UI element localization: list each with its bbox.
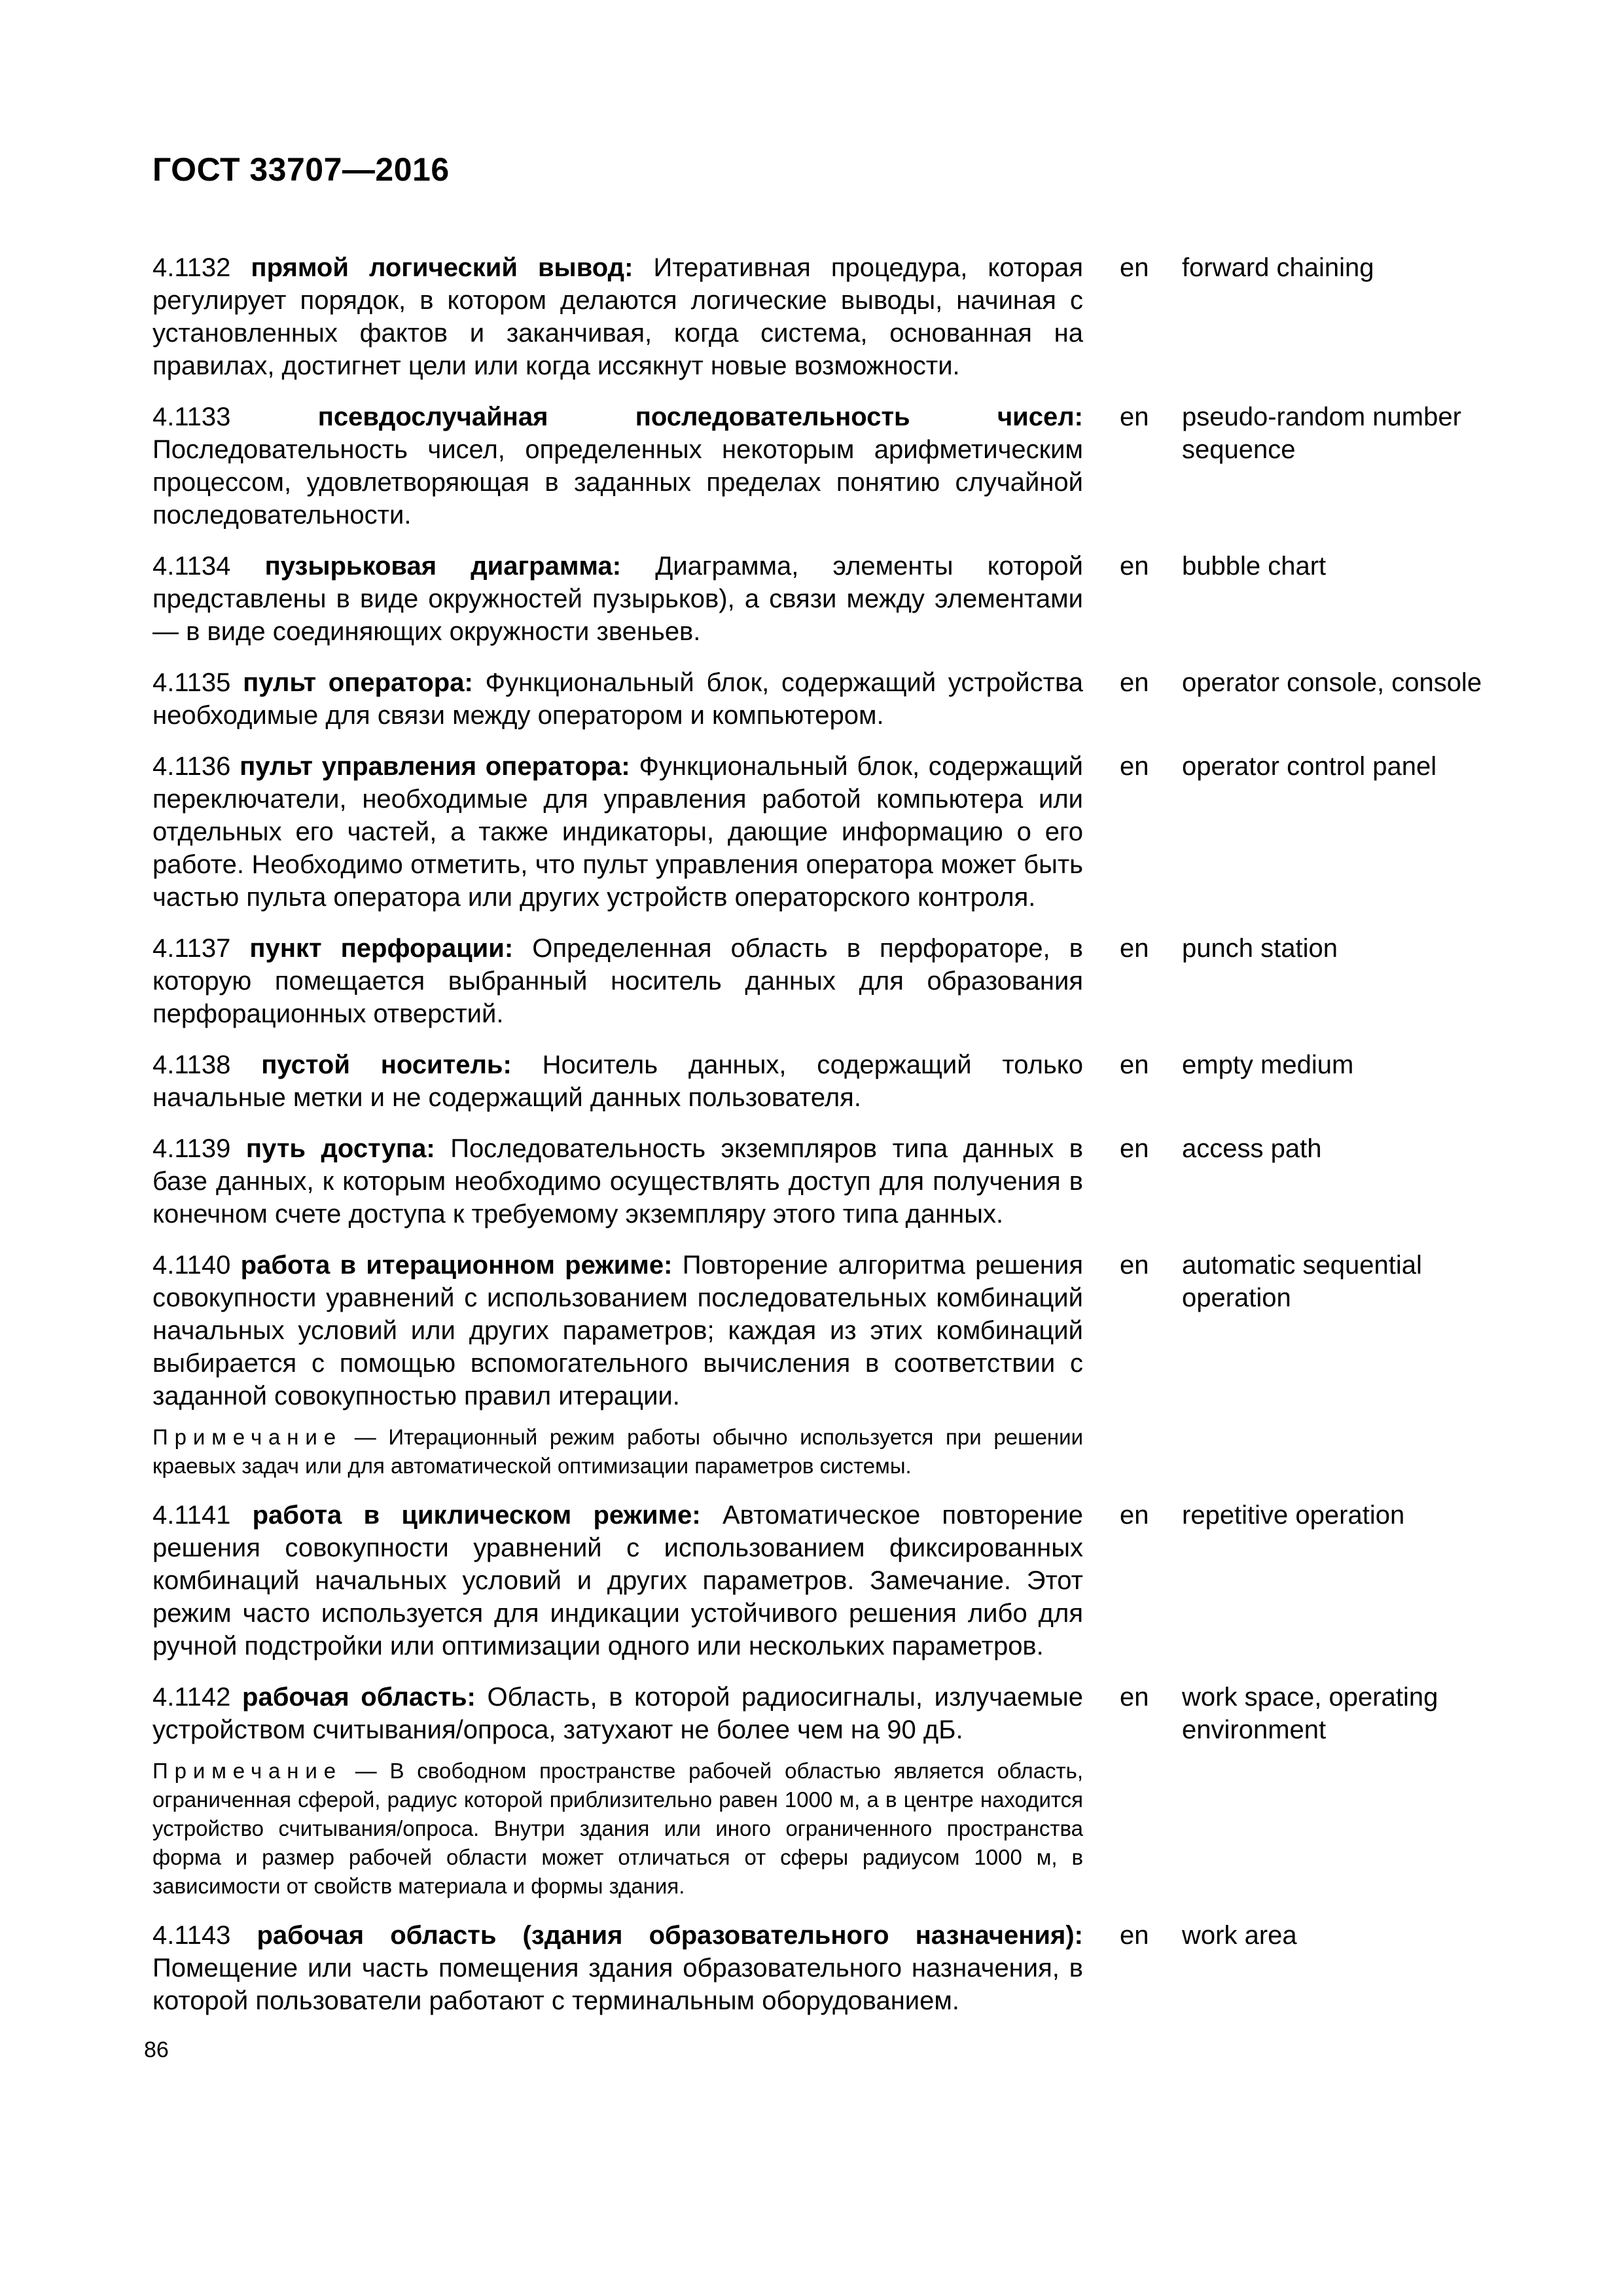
english-term: work space, operating environment bbox=[1182, 1683, 1438, 1744]
term-title: рабочая область (здания образовательного назначения): bbox=[257, 1921, 1083, 1950]
term-entry-4-1136 bbox=[152, 750, 1483, 914]
lang-code: en bbox=[1120, 934, 1149, 963]
term-number: 4.1137 bbox=[152, 934, 231, 963]
english-term: access path bbox=[1182, 1134, 1322, 1163]
lang-code: en bbox=[1120, 253, 1149, 282]
term-title: псевдослучайная последовательность чисел: bbox=[317, 403, 1083, 431]
russian-column bbox=[152, 666, 1083, 732]
term-text bbox=[152, 1919, 1083, 2017]
term-number: 4.1136 bbox=[152, 752, 231, 781]
lang-code: en bbox=[1120, 1921, 1149, 1950]
term-definition: Повторение алгоритма решения совокупности уравнений с использованием последовательных комбинаций начальных условий или других параметров; каждая из этих комбинаций выбирается с помощью вспомогательного вычисления в соответствии с заданной совокупностью правил итерации. bbox=[152, 1251, 1083, 1410]
term-text bbox=[152, 401, 1083, 531]
term-title: работа в циклическом режиме: bbox=[252, 1501, 701, 1530]
english-term: automatic sequential operation bbox=[1182, 1251, 1422, 1312]
note-label: Примечание bbox=[152, 1425, 343, 1449]
term-number: 4.1143 bbox=[152, 1921, 231, 1950]
term-definition: Помещение или часть помещения здания образовательного назначения, в которой пользователи работают с терминальным оборудованием. bbox=[152, 1954, 1083, 2015]
english-term: repetitive operation bbox=[1182, 1501, 1405, 1530]
term-entry-4-1142 bbox=[152, 1681, 1483, 1901]
term-definition: Носитель данных, содержащий только начальные метки и не содержащий данных пользователя. bbox=[152, 1050, 1083, 1112]
term-definition: Последовательность чисел, определенных некоторым арифметическим процессом, удовлетворяющая в заданных пределах понятию случайной последовательности. bbox=[152, 435, 1083, 529]
term-definition: Область, в которой радиосигналы, излучаемые устройством считывания/опроса, затухают не более чем на 90 дБ. bbox=[152, 1683, 1083, 1744]
note-dash: — bbox=[355, 1759, 377, 1783]
note-text: Итерационный режим работы обычно используется при решении краевых задач или для автоматической оптимизации параметров системы. bbox=[152, 1425, 1084, 1478]
page-content bbox=[144, 151, 1483, 2063]
term-title: пустой носитель: bbox=[261, 1050, 512, 1079]
term-title: пункт перфорации: bbox=[249, 934, 514, 963]
standard-designation: ГОСТ 33707—2016 bbox=[152, 151, 450, 188]
term-text bbox=[152, 1049, 1083, 1114]
term-definition: Автоматическое повторение решения совокупности уравнений с использованием фиксированных комбинаций начальных условий и других параметров. Замечание. Этот режим часто используется для индикации устойчивого решения либо для ручной подстройки или оптимизации одного или нескольких параметров. bbox=[152, 1501, 1083, 1660]
page-number: 86 bbox=[144, 2037, 169, 2062]
lang-code: en bbox=[1120, 1134, 1149, 1163]
lang-code: en bbox=[1120, 552, 1149, 581]
term-title: путь доступа: bbox=[245, 1134, 435, 1163]
term-text bbox=[152, 1132, 1083, 1230]
english-term: bubble chart bbox=[1182, 552, 1327, 581]
term-entry-4-1143 bbox=[152, 1919, 1483, 2017]
term-number: 4.1138 bbox=[152, 1050, 231, 1079]
english-term: work area bbox=[1182, 1921, 1297, 1950]
term-entry-4-1138 bbox=[152, 1049, 1483, 1114]
russian-column bbox=[152, 1132, 1083, 1230]
lang-code: en bbox=[1120, 668, 1149, 697]
term-text bbox=[152, 251, 1083, 382]
note-dash: — bbox=[354, 1425, 376, 1449]
term-definition: Определенная область в перфораторе, в которую помещается выбранный носитель данных для образования перфорационных отверстий. bbox=[152, 934, 1083, 1028]
term-number: 4.1133 bbox=[152, 403, 231, 431]
term-definition: Последовательность экземпляров типа данных в базе данных, к которым необходимо осуществлять доступ для получения в конечном счете доступа к требуемому экземпляру этого типа данных. bbox=[152, 1134, 1083, 1229]
term-text bbox=[152, 550, 1083, 648]
term-number: 4.1139 bbox=[152, 1134, 231, 1163]
english-term: pseudo-random number sequence bbox=[1182, 403, 1461, 464]
russian-column bbox=[152, 1049, 1083, 1114]
lang-code: en bbox=[1120, 752, 1149, 781]
term-text bbox=[152, 1249, 1083, 1412]
russian-column bbox=[152, 1681, 1083, 1901]
note bbox=[152, 1423, 1083, 1480]
term-definition: Итеративная процедура, которая регулирует порядок, в котором делаются логические выводы, начиная с установленных фактов и заканчивая, когда система, основанная на правилах, достигнет цели или когда иссякнут новые возможности. bbox=[152, 253, 1083, 380]
english-term: forward chaining bbox=[1182, 253, 1374, 282]
term-title: рабочая область: bbox=[242, 1683, 476, 1712]
term-entry-4-1135 bbox=[152, 666, 1483, 732]
note-label: Примечание bbox=[152, 1759, 343, 1783]
note-text: В свободном пространстве рабочей областью является область, ограниченная сферой, радиус которой приблизительно равен 1000 м, а в центре находится устройство считывания/опроса. Внутри здания или иного ограниченного пространства форма и размер рабочей области может отличаться от сферы радиусом 1000 м, в зависимости от свойств материала и формы здания. bbox=[152, 1759, 1084, 1898]
term-definition: Функциональный блок, содержащий устройства необходимые для связи между оператором и компьютером. bbox=[152, 668, 1083, 730]
term-entry-4-1134 bbox=[152, 550, 1483, 648]
lang-code: en bbox=[1120, 403, 1149, 431]
term-text bbox=[152, 1681, 1083, 1746]
english-term: empty medium bbox=[1182, 1050, 1354, 1079]
term-entry-4-1141 bbox=[152, 1499, 1483, 1662]
term-number: 4.1142 bbox=[152, 1683, 231, 1712]
term-number: 4.1132 bbox=[152, 253, 231, 282]
russian-column bbox=[152, 932, 1083, 1030]
term-title: прямой логический вывод: bbox=[251, 253, 633, 282]
term-number: 4.1140 bbox=[152, 1251, 231, 1280]
english-term: operator console, console bbox=[1182, 668, 1482, 697]
russian-column bbox=[152, 1919, 1083, 2017]
lang-code: en bbox=[1120, 1050, 1149, 1079]
term-entry-4-1140 bbox=[152, 1249, 1483, 1480]
term-text bbox=[152, 932, 1083, 1030]
lang-code: en bbox=[1120, 1683, 1149, 1712]
term-text bbox=[152, 666, 1083, 732]
russian-column bbox=[152, 1249, 1083, 1480]
term-text bbox=[152, 1499, 1083, 1662]
term-entry-4-1137 bbox=[152, 932, 1483, 1030]
term-definition: Диаграмма, элементы которой представлены в виде окружностей пузырьков), а связи между элементами — в виде соединяющих окружности звеньев. bbox=[152, 552, 1083, 646]
russian-column bbox=[152, 750, 1083, 914]
term-entry-4-1132 bbox=[152, 251, 1483, 382]
term-title: пузырьковая диаграмма: bbox=[264, 552, 622, 581]
term-number: 4.1135 bbox=[152, 668, 231, 697]
term-title: пульт управления оператора: bbox=[240, 752, 630, 781]
term-definition: Функциональный блок, содержащий переключатели, необходимые для управления работой компьютера или отдельных его частей, а также индикаторы, дающие информацию о его работе. Необходимо отметить, что пульт управления оператора может быть частью пульта оператора или других устройств операторского контроля. bbox=[152, 752, 1083, 912]
term-title: работа в итерационном режиме: bbox=[240, 1251, 673, 1280]
english-term: operator control panel bbox=[1182, 752, 1437, 781]
english-term: punch station bbox=[1182, 934, 1338, 963]
term-number: 4.1141 bbox=[152, 1501, 231, 1530]
russian-column bbox=[152, 550, 1083, 648]
lang-code: en bbox=[1120, 1501, 1149, 1530]
russian-column bbox=[152, 1499, 1083, 1662]
terms-list bbox=[152, 251, 1483, 2017]
term-text bbox=[152, 750, 1083, 914]
term-entry-4-1139 bbox=[152, 1132, 1483, 1230]
russian-column bbox=[152, 401, 1083, 531]
term-entry-4-1133 bbox=[152, 401, 1483, 531]
russian-column bbox=[152, 251, 1083, 382]
term-number: 4.1134 bbox=[152, 552, 231, 581]
term-title: пульт оператора: bbox=[243, 668, 473, 697]
note bbox=[152, 1757, 1083, 1901]
lang-code: en bbox=[1120, 1251, 1149, 1280]
